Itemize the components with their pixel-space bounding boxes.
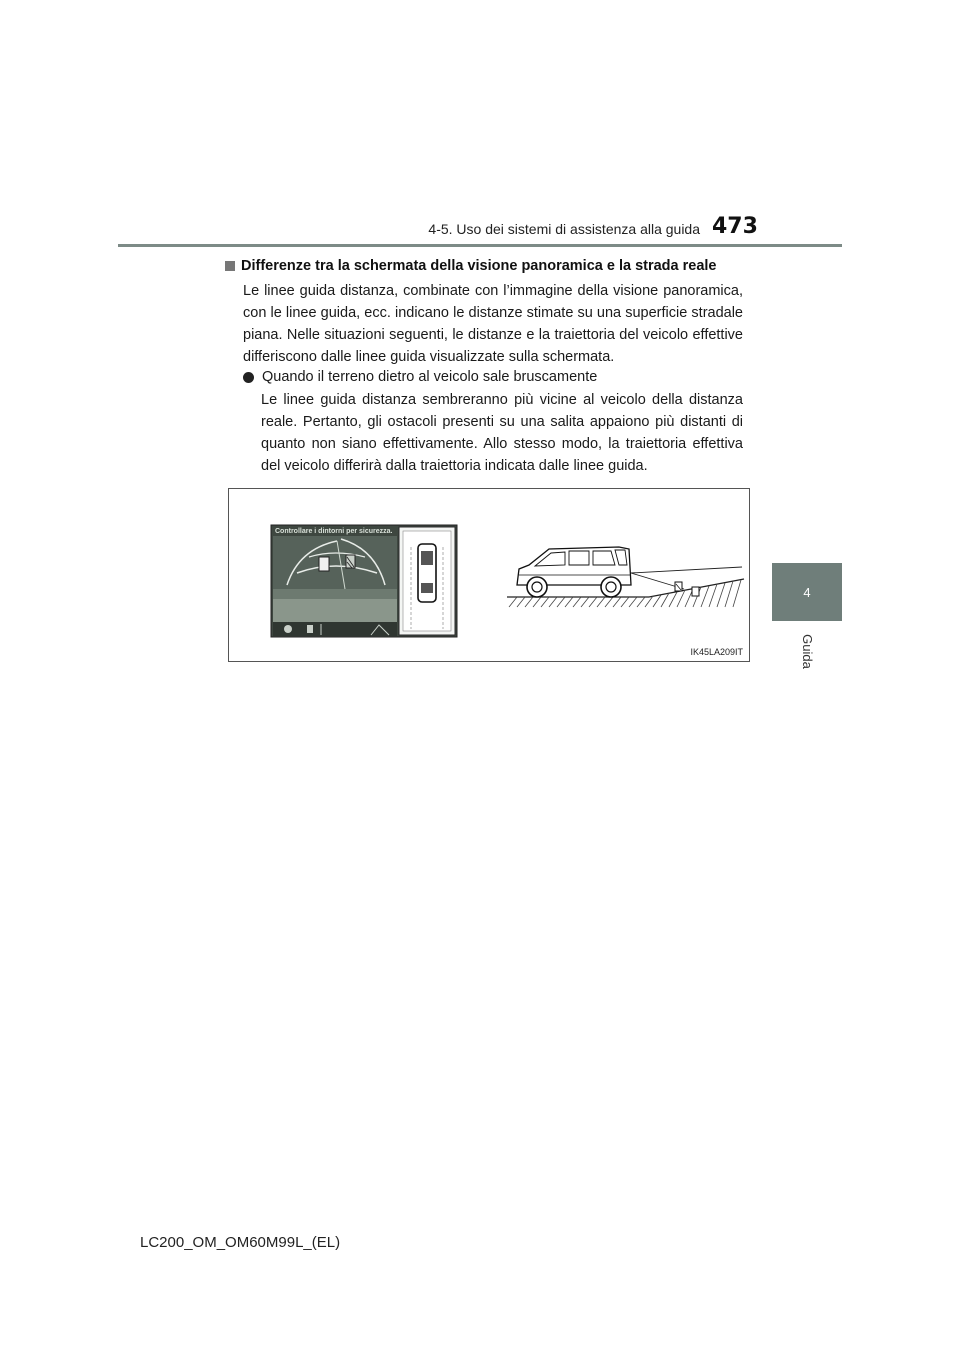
square-bullet-icon — [225, 261, 235, 271]
section-heading — [225, 258, 755, 274]
footer-document-code: LC200_OM_OM60M99L_(EL) — [140, 1234, 341, 1251]
slope-diagram-illustration — [507, 547, 744, 607]
figure-code: IK45LA209IT — [690, 647, 743, 657]
chapter-label-text: Guida — [799, 633, 815, 669]
bullet-item-text: Quando il terreno dietro al veicolo sale bruscamente — [262, 369, 598, 385]
section-heading-text: Differenze tra la schermata della visione panoramica e la strada reale — [241, 258, 717, 274]
paragraph-intro: Le linee guida distanza, combinate con l’immagine della visione panoramica, con le linee guida, ecc. indicano le distanze stimate su una superficie stradale piana. Nelle situazioni seguenti, le distanze e la traiettoria del veicolo effettive differiscono dalle linee guida visualizzate sulla schermata. — [243, 283, 743, 365]
header-divider — [118, 244, 842, 247]
paragraph-detail: Le linee guida distanza sembreranno più vicine al veicolo della distanza reale. Pertanto, gli ostacoli presenti su una salita appaiono più distanti di quanto non siano effettivamente. Allo stesso modo, la traiettoria effettiva del veicolo differirà dalla traiettoria indicata dalle linee guida. — [261, 392, 743, 474]
chapter-tab[interactable] — [772, 563, 842, 621]
page-number: 473 — [712, 214, 758, 239]
header-section-title: 4-5. Uso dei sistemi di assistenza alla guida — [428, 221, 700, 237]
round-bullet-icon — [243, 372, 254, 383]
monitor-screen-illustration — [271, 525, 457, 637]
chapter-label — [783, 626, 831, 676]
screen-caption: Controllare i dintorni per sicurezza. — [275, 528, 393, 535]
chapter-number: 4 — [803, 584, 811, 600]
bullet-item — [243, 366, 743, 388]
illustration-figure — [228, 488, 750, 662]
illustration-drawing — [229, 489, 749, 661]
